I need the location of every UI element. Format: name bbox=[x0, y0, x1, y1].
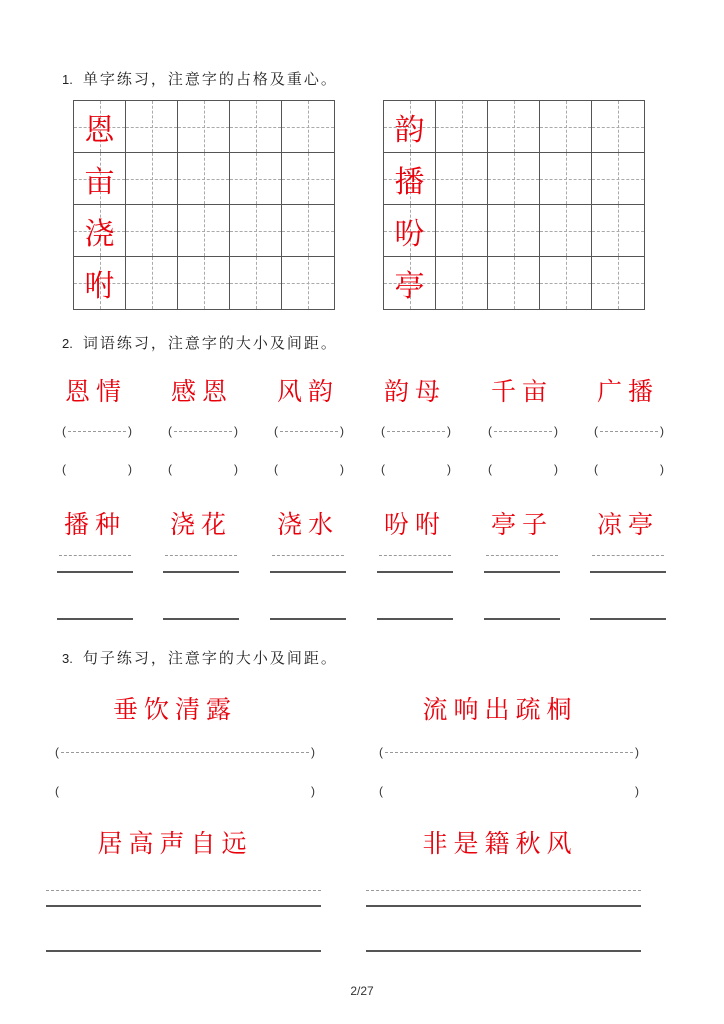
writing-line[interactable] bbox=[484, 618, 560, 620]
pinyin-answer-blank[interactable]: ( ) bbox=[381, 462, 451, 476]
grid-cell[interactable] bbox=[592, 153, 644, 205]
dotted-guide bbox=[59, 555, 131, 556]
pinyin-answer-blank[interactable]: ( ) bbox=[62, 462, 132, 476]
baseline bbox=[377, 571, 453, 573]
section-3-heading bbox=[62, 647, 338, 668]
word-practice: 千亩 bbox=[490, 377, 553, 406]
dotted-guide bbox=[387, 431, 445, 432]
grid-cell[interactable] bbox=[282, 205, 334, 257]
grid-cell[interactable] bbox=[74, 205, 126, 257]
grid-cell[interactable] bbox=[126, 153, 178, 205]
section-number: 2. bbox=[62, 336, 73, 351]
section-title: 词语练习，注意字的大小及间距。 bbox=[82, 334, 338, 352]
pinyin-answer-dotted[interactable]: ( ) bbox=[55, 745, 315, 759]
model-character: 咐 bbox=[84, 269, 115, 304]
grid-cell[interactable] bbox=[126, 101, 178, 153]
pinyin-answer-dotted[interactable]: ( ) bbox=[381, 424, 451, 438]
sentence-practice: 非是籍秋风 bbox=[422, 829, 578, 858]
grid-cell[interactable] bbox=[230, 101, 282, 153]
dotted-guide bbox=[366, 890, 641, 891]
writing-line[interactable] bbox=[163, 618, 239, 620]
pinyin-answer-dotted[interactable]: ( ) bbox=[488, 424, 558, 438]
model-character: 浇 bbox=[84, 216, 115, 252]
grid-cell[interactable] bbox=[178, 205, 230, 257]
model-character: 播 bbox=[394, 164, 425, 200]
grid-cell[interactable] bbox=[178, 257, 230, 309]
word-practice: 恩情 bbox=[64, 377, 127, 406]
pinyin-answer-dotted[interactable]: ( ) bbox=[274, 424, 344, 438]
pinyin-answer-dotted[interactable]: ( ) bbox=[168, 424, 238, 438]
grid-cell[interactable] bbox=[436, 153, 488, 205]
pinyin-answer-dotted[interactable]: ( ) bbox=[379, 745, 639, 759]
grid-cell[interactable] bbox=[436, 205, 488, 257]
dotted-guide bbox=[68, 431, 126, 432]
grid-cell[interactable] bbox=[282, 257, 334, 309]
dotted-guide bbox=[486, 555, 558, 556]
grid-cell[interactable] bbox=[178, 101, 230, 153]
sentence-practice: 垂饮清露 bbox=[112, 695, 237, 724]
section-number: 3. bbox=[62, 651, 73, 666]
pinyin-answer-dotted[interactable]: ( ) bbox=[594, 424, 664, 438]
word-practice: 浇水 bbox=[276, 510, 339, 539]
dotted-guide bbox=[494, 431, 552, 432]
dotted-guide bbox=[272, 555, 344, 556]
sentence-practice: 流响出疏桐 bbox=[422, 695, 578, 724]
dotted-guide bbox=[592, 555, 664, 556]
section-2-heading bbox=[62, 332, 338, 353]
dotted-guide bbox=[280, 431, 338, 432]
grid-cell[interactable] bbox=[126, 205, 178, 257]
model-character: 亭 bbox=[394, 269, 425, 304]
grid-cell[interactable] bbox=[282, 101, 334, 153]
grid-cell[interactable] bbox=[488, 153, 540, 205]
writing-line[interactable] bbox=[270, 618, 346, 620]
grid-cell[interactable] bbox=[488, 205, 540, 257]
grid-cell[interactable] bbox=[436, 257, 488, 309]
pinyin-answer-dotted[interactable]: ( ) bbox=[62, 424, 132, 438]
grid-cell[interactable] bbox=[592, 205, 644, 257]
word-practice: 风韵 bbox=[276, 377, 339, 406]
writing-line[interactable] bbox=[46, 950, 321, 952]
model-character: 恩 bbox=[84, 112, 115, 148]
writing-line[interactable] bbox=[590, 618, 666, 620]
baseline bbox=[590, 571, 666, 573]
grid-cell[interactable] bbox=[488, 257, 540, 309]
grid-cell[interactable] bbox=[230, 153, 282, 205]
baseline bbox=[484, 571, 560, 573]
grid-cell[interactable] bbox=[230, 205, 282, 257]
grid-cell[interactable] bbox=[74, 153, 126, 205]
grid-cell[interactable] bbox=[384, 153, 436, 205]
baseline bbox=[46, 905, 321, 907]
model-character: 吩 bbox=[394, 216, 425, 252]
dotted-guide bbox=[174, 431, 232, 432]
word-practice: 凉亭 bbox=[596, 510, 659, 539]
word-practice: 播种 bbox=[63, 510, 126, 539]
pinyin-answer-blank[interactable]: ( ) bbox=[274, 462, 344, 476]
section-title: 句子练习，注意字的大小及间距。 bbox=[82, 649, 338, 667]
sentence-practice: 居高声自远 bbox=[97, 829, 253, 858]
baseline bbox=[57, 571, 133, 573]
word-practice: 广播 bbox=[596, 377, 659, 406]
writing-line[interactable] bbox=[366, 950, 641, 952]
word-practice: 吩咐 bbox=[383, 510, 446, 539]
dotted-guide bbox=[385, 752, 633, 753]
dotted-guide bbox=[165, 555, 237, 556]
practice-grid-right bbox=[383, 100, 645, 310]
grid-cell[interactable] bbox=[178, 153, 230, 205]
grid-cell[interactable] bbox=[282, 153, 334, 205]
grid-cell[interactable] bbox=[74, 101, 126, 153]
grid-cell[interactable] bbox=[74, 257, 126, 309]
grid-cell[interactable] bbox=[540, 101, 592, 153]
word-practice: 感恩 bbox=[170, 377, 233, 406]
pinyin-answer-blank[interactable]: ( ) bbox=[168, 462, 238, 476]
model-character: 亩 bbox=[84, 164, 115, 200]
section-title: 单字练习，注意字的占格及重心。 bbox=[82, 70, 338, 88]
grid-cell[interactable] bbox=[540, 153, 592, 205]
pinyin-answer-blank[interactable]: ( ) bbox=[55, 784, 315, 798]
grid-cell[interactable] bbox=[230, 257, 282, 309]
model-character: 韵 bbox=[394, 112, 425, 148]
grid-cell[interactable] bbox=[436, 101, 488, 153]
grid-cell[interactable] bbox=[126, 257, 178, 309]
baseline bbox=[163, 571, 239, 573]
grid-cell[interactable] bbox=[540, 205, 592, 257]
grid-cell[interactable] bbox=[592, 101, 644, 153]
dotted-guide bbox=[61, 752, 309, 753]
writing-line[interactable] bbox=[57, 618, 133, 620]
practice-grid-left bbox=[73, 100, 335, 310]
grid-cell[interactable] bbox=[488, 101, 540, 153]
baseline bbox=[270, 571, 346, 573]
pinyin-answer-blank[interactable]: ( ) bbox=[594, 462, 664, 476]
pinyin-answer-blank[interactable]: ( ) bbox=[488, 462, 558, 476]
word-practice: 浇花 bbox=[169, 510, 232, 539]
grid-cell[interactable] bbox=[540, 257, 592, 309]
word-practice: 亭子 bbox=[490, 510, 553, 539]
grid-cell[interactable] bbox=[384, 205, 436, 257]
section-1-heading bbox=[62, 68, 338, 89]
grid-cell[interactable] bbox=[384, 257, 436, 309]
grid-cell[interactable] bbox=[592, 257, 644, 309]
word-practice: 韵母 bbox=[383, 377, 446, 406]
pinyin-answer-blank[interactable]: ( ) bbox=[379, 784, 639, 798]
writing-line[interactable] bbox=[377, 618, 453, 620]
grid-cell[interactable] bbox=[384, 101, 436, 153]
page-indicator: 2/27 bbox=[350, 984, 374, 998]
baseline bbox=[366, 905, 641, 907]
section-number: 1. bbox=[62, 72, 73, 87]
dotted-guide bbox=[379, 555, 451, 556]
dotted-guide bbox=[600, 431, 658, 432]
dotted-guide bbox=[46, 890, 321, 891]
